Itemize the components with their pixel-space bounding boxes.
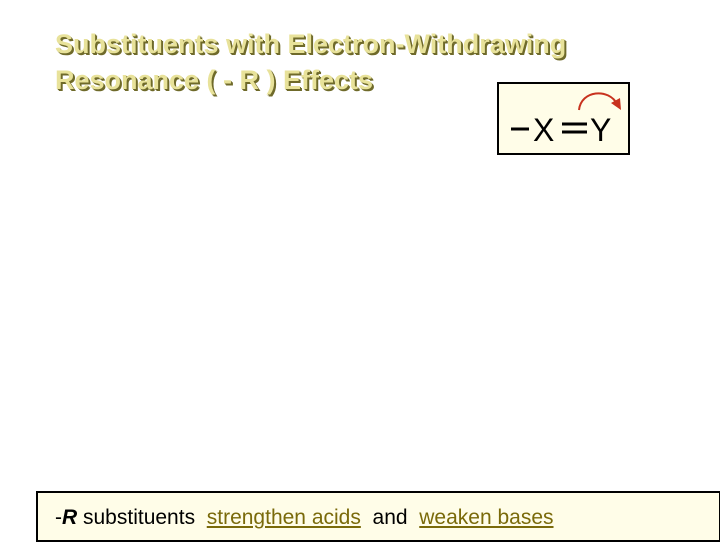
summary-text-1: substituents	[77, 506, 207, 529]
weaken-bases-text: weaken bases	[419, 506, 554, 529]
atom-x: X	[533, 112, 555, 148]
r-symbol: R	[62, 506, 78, 529]
title-line-2: Resonance ( - R ) Effects	[55, 65, 374, 95]
arrow-head-icon	[611, 98, 621, 110]
minus-sign: -	[55, 506, 62, 529]
summary-text-2: and	[360, 506, 420, 529]
slide-title	[55, 26, 566, 98]
strengthen-acids-text: strengthen acids	[206, 506, 361, 529]
atom-y: Y	[590, 112, 612, 148]
title-line-1: Substituents with Electron-Withdrawing	[55, 29, 567, 59]
formula-diagram	[499, 84, 628, 153]
summary-bar	[36, 491, 720, 542]
formula-box	[497, 82, 630, 155]
curved-arrow-icon	[579, 93, 617, 110]
